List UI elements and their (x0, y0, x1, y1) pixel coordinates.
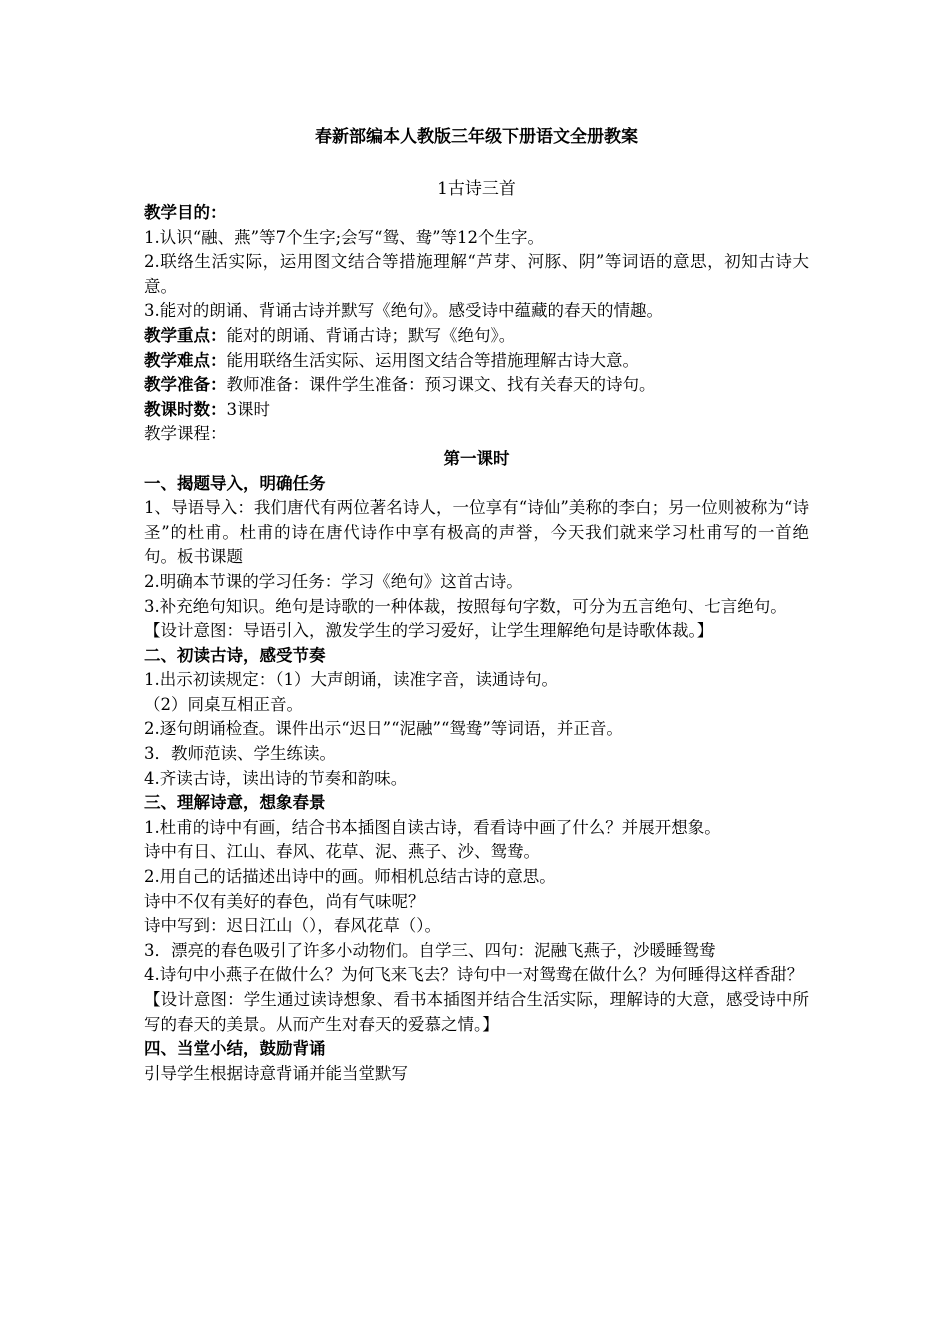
teaching-prep-text: 教师准备：课件学生准备：预习课文、找有关春天的诗句。 (226, 375, 656, 395)
section-line: 1.出示初读规定：（1）大声朗诵，读准字音，读通诗句。 (144, 670, 558, 690)
document-body (144, 125, 809, 1086)
section-line: 3．教师范读、学生练读。 (144, 744, 336, 764)
lesson-title: 1古诗三首 (437, 179, 516, 199)
section-line: 1.杜甫的诗中有画，结合书本插图自读古诗，看看诗中画了什么？并展开想象。 (144, 817, 721, 837)
process-label: 教学课程： (144, 424, 227, 444)
period-title: 第一课时 (443, 448, 510, 468)
section-line: 【设计意图：导语引入，激发学生的学习爱好，让学生理解绝句是诗歌体裁。】 (144, 621, 714, 641)
teaching-difficulty-label: 教学难点： (144, 350, 227, 370)
objective-item: 3.能对的朗诵、背诵古诗并默写《绝句》。感受诗中蕴藏的春天的情趣。 (144, 301, 663, 321)
section-heading: 二、初读古诗，感受节奏 (144, 645, 326, 665)
section-line: 2.明确本节课的学习任务：学习《绝句》这首古诗。 (144, 571, 523, 591)
section-heading: 三、理解诗意，想象春景 (144, 793, 326, 813)
teaching-focus (144, 324, 809, 349)
objective-item: 2.联络生活实际，运用图文结合等措施理解“芦芽、河豚、阴”等词语的意思，初知古诗大意。 (144, 252, 809, 296)
section-heading: 一、揭题导入，明确任务 (144, 473, 326, 493)
section-line: （2）同桌互相正音。 (144, 694, 303, 714)
section-line: 诗中不仅有美好的春色，尚有气味呢？ (144, 891, 425, 911)
teaching-focus-text: 能对的朗诵、背诵古诗；默写《绝句》。 (226, 325, 516, 345)
teaching-prep (144, 373, 809, 398)
section-line: 2.逐句朗诵检查。课件出示“迟日”“泥融”“鸳鸯”等词语，并正音。 (144, 719, 623, 739)
section-line: 【设计意图：学生通过读诗想象、看书本插图并结合生活实际，理解诗的大意，感受诗中所写的春天的美景。从而产生对春天的爱慕之情。】 (144, 990, 809, 1034)
document-title: 春新部编本人教版三年级下册语文全册教案 (315, 127, 638, 147)
section-heading: 四、当堂小结，鼓励背诵 (144, 1039, 326, 1059)
teaching-hours-label: 教课时数： (144, 399, 227, 419)
teaching-difficulty (144, 349, 809, 374)
section-line: 引导学生根据诗意背诵并能当堂默写 (144, 1063, 408, 1083)
teaching-difficulty-text: 能用联络生活实际、运用图文结合等措施理解古诗大意。 (226, 350, 639, 370)
section-line: 诗中写到：迟日江山（），春风花草（）。 (144, 916, 441, 936)
section-line: 3.补充绝句知识。绝句是诗歌的一种体裁，按照每句字数，可分为五言绝句、七言绝句。 (144, 596, 787, 616)
teaching-focus-label: 教学重点： (144, 325, 227, 345)
section-line: 1、导语导入：我们唐代有两位著名诗人，一位享有“诗仙”美称的李白；另一位则被称为“诗圣”的杜甫。杜甫的诗在唐代诗作中享有极高的声誉，今天我们就来学习杜甫写的一首绝句。板书课题 (144, 498, 809, 567)
section-line: 4.诗句中小燕子在做什么？为何飞来飞去？诗句中一对鸳鸯在做什么？为何睡得这样香甜？ (144, 965, 804, 985)
teaching-prep-label: 教学准备： (144, 375, 227, 395)
section-line: 诗中有日、江山、春风、花草、泥、燕子、沙、鸳鸯。 (144, 842, 540, 862)
section-line: 2.用自己的话描述出诗中的画。师相机总结古诗的意思。 (144, 867, 556, 887)
section-line: 3．漂亮的春色吸引了许多小动物们。自学三、四句：泥融飞燕子，沙暖睡鸳鸯 (144, 940, 716, 960)
teaching-hours-text: 3课时 (226, 399, 270, 419)
objective-item: 1.认识“融、燕”等7个生字;会写“鸳、鸯”等12个生字。 (144, 227, 545, 247)
teaching-hours (144, 398, 809, 423)
objectives-label: 教学目的： (144, 203, 227, 222)
section-line: 4.齐读古诗，读出诗的节奏和韵味。 (144, 768, 408, 788)
